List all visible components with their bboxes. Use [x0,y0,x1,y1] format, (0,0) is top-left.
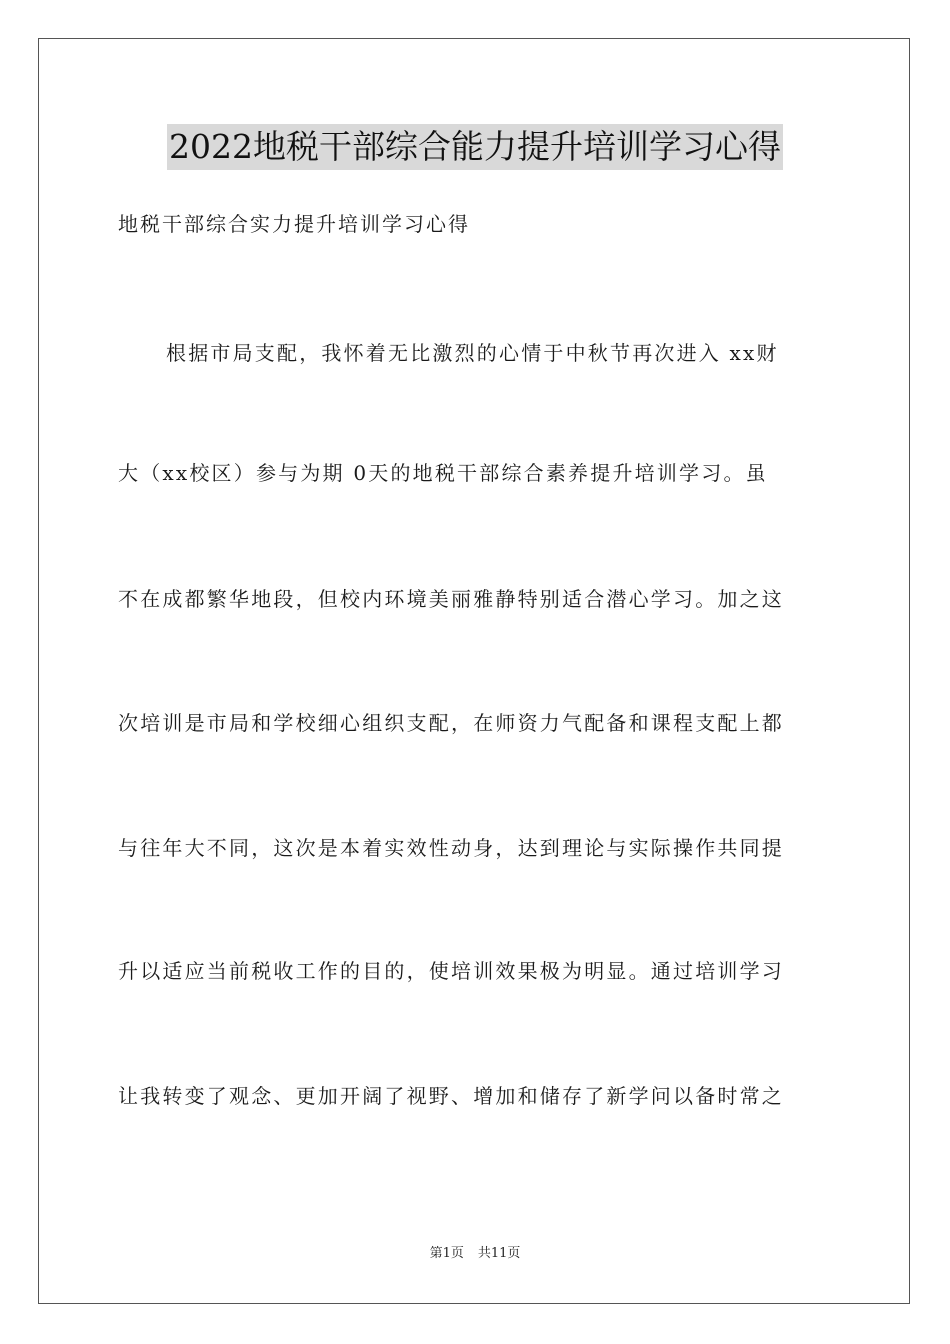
document-title: 2022地税干部综合能力提升培训学习心得 [167,124,783,170]
body-line-7: 让我转变了观念、更加开阔了视野、增加和储存了新学问以备时常之 [118,1084,784,1108]
body-line-3: 不在成都繁华地段，但校内环境美丽雅静特别适合潜心学习。加之这 [118,587,784,611]
body-line-5: 与往年大不同，这次是本着实效性动身，达到理论与实际操作共同提 [118,836,784,860]
document-subtitle: 地税干部综合实力提升培训学习心得 [118,212,470,236]
page-footer [0,1244,950,1264]
body-line-2: 大（xx校区）参与为期 0天的地税干部综合素养提升培训学习。虽 [118,461,768,485]
page-number: 第1页 [429,1246,464,1261]
body-line-1: 根据市局支配，我怀着无比激烈的心情于中秋节再次进入 xx财 [166,341,779,365]
page-total: 共11页 [477,1246,521,1261]
document-title-row [0,124,950,170]
body-line-6: 升以适应当前税收工作的目的，使培训效果极为明显。通过培训学习 [118,959,784,983]
body-line-4: 次培训是市局和学校细心组织支配，在师资力气配备和课程支配上都 [118,711,784,735]
